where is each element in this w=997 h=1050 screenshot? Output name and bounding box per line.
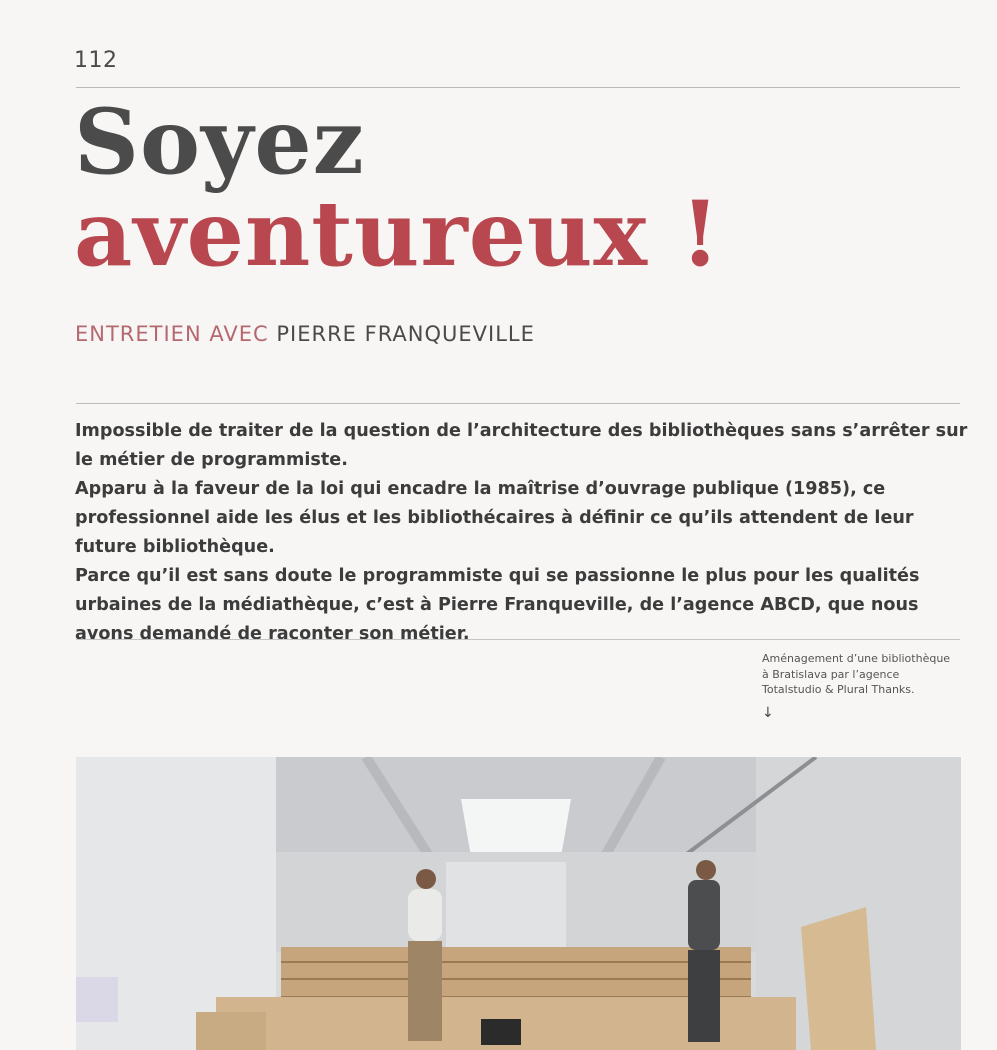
article-title	[74, 89, 721, 287]
middle-rule	[76, 403, 960, 404]
lead-sentence-2: Apparu à la faveur de la loi qui encadre la maîtrise d’ouvrage publique (1985), ce professionnel aide les élus et les bibliothécaires à définir ce qu’ils attendent de leur future bibliothèque.	[75, 479, 914, 557]
caption-line-1: Aménagement d’une bibliothèque	[762, 652, 951, 665]
top-rule	[76, 87, 960, 88]
title-line-1: Soyez	[74, 89, 365, 195]
lead-sentence-3: Parce qu’il est sans doute le programmiste qui se passionne le plus pour les qualités urbaines de la médiathèque, c’est à Pierre Franqueville, de l’agence ABCD, que nous avons demandé de raconter son métier.	[75, 566, 920, 644]
subtitle-name: PIERRE FRANQUEVILLE	[276, 322, 535, 346]
subtitle-prefix: ENTRETIEN AVEC	[75, 322, 269, 346]
photo-illustration	[76, 757, 961, 1050]
article-subtitle	[75, 322, 535, 346]
library-photo	[76, 757, 961, 1050]
down-arrow-icon: ↓	[762, 704, 774, 721]
lead-paragraph	[75, 417, 970, 649]
page-number: 112	[74, 48, 118, 73]
caption-line-2: à Bratislava par l’agence	[762, 667, 900, 681]
lower-rule	[76, 639, 960, 640]
caption-line-3: Totalstudio & Plural Thanks.	[762, 683, 915, 696]
photo-caption	[762, 651, 972, 721]
title-line-2: aventureux !	[74, 181, 721, 287]
lead-sentence-1: Impossible de traiter de la question de l’architecture des bibliothèques sans s’arrêter sur le métier de programmiste.	[75, 421, 968, 470]
